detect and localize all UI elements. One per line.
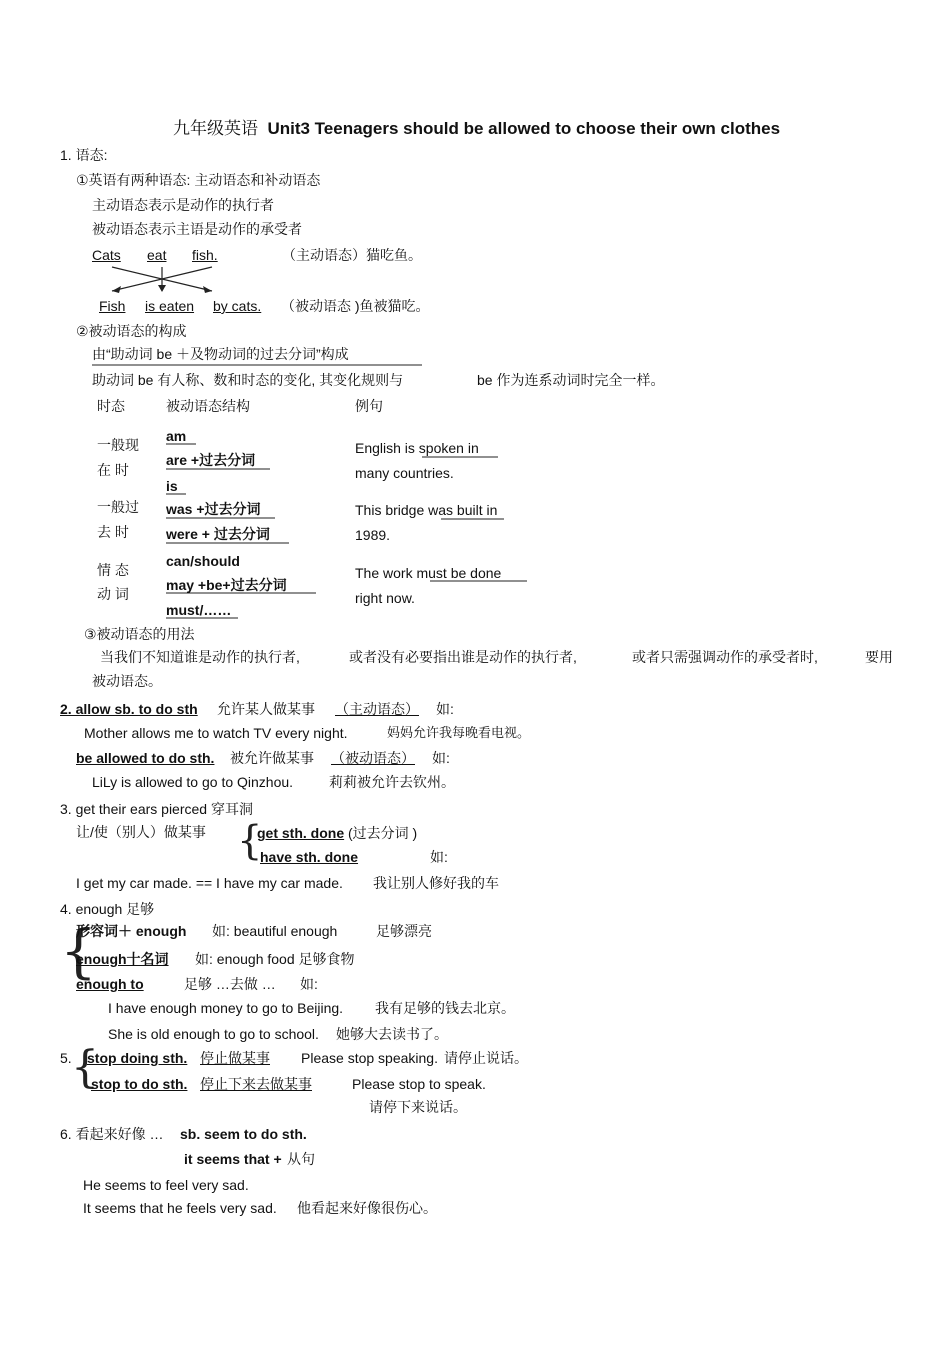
s5-brace: { xyxy=(71,1042,99,1093)
s4-example-1-cn: 我有足够的钱去北京。 xyxy=(375,1000,515,1016)
s6-heading: 6. 看起来好像 … xyxy=(60,1126,164,1142)
s1-p8b: 或者没有必要指出谁是动作的执行者, xyxy=(349,649,577,665)
row1-struct-1: am xyxy=(166,428,187,444)
s3-brace: { xyxy=(237,818,263,864)
s2-allowed-example: LiLy is allowed to go to Qinzhou. xyxy=(92,774,294,790)
s3-option-get: get sth. done xyxy=(257,825,345,841)
s3-example-cn: 我让别人修好我的车 xyxy=(373,875,499,891)
active-note: （主动语态）猫吃鱼。 xyxy=(282,247,422,263)
s3-heading: 3. get their ears pierced 穿耳洞 xyxy=(60,801,253,817)
s4-rule-2: enough十名词 xyxy=(76,951,169,967)
active-word-2: eat xyxy=(147,247,167,263)
s4-example-1: I have enough money to go to Beijing. xyxy=(108,1000,344,1016)
s1-p1: ①英语有两种语态: 主动语态和补动语态 xyxy=(76,172,321,188)
title-en: Unit3 Teenagers should be allowed to choose their own clothes xyxy=(267,119,781,138)
s5-rule-1-cn: 请停止说话。 xyxy=(444,1050,528,1066)
s3-example: I get my car made. == I have my car made. xyxy=(76,875,343,891)
s1-p7: ③被动语态的用法 xyxy=(84,626,195,642)
s4-rule-3-ru: 如: xyxy=(300,976,318,992)
row1-tense-2: 在 时 xyxy=(97,462,129,478)
s3-option-get-note: (过去分词 ) xyxy=(348,825,418,841)
passive-note: （被动语态 )鱼被猫吃。 xyxy=(281,298,430,314)
s6-pattern-1: sb. seem to do sth. xyxy=(180,1126,307,1142)
s1-p6b: be 作为连系动词时完全一样。 xyxy=(477,372,665,388)
s5-rule-1: stop doing sth. xyxy=(87,1050,188,1066)
title-cn: 九年级英语 xyxy=(173,119,258,138)
s3-option-have: have sth. done xyxy=(260,849,359,865)
table-header-tense: 时态 xyxy=(97,398,125,414)
s6-pattern-2-cn: 从句 xyxy=(287,1151,315,1167)
s1-p5: 由“助动词 be ＋及物动词的过去分词”构成 xyxy=(92,346,349,362)
s2-allow-example-cn: 妈妈允许我每晚看电视。 xyxy=(387,725,531,740)
s2-allow-meaning: 允许某人做某事 xyxy=(217,701,315,717)
row3-struct-2: may +be+过去分词 xyxy=(166,577,287,593)
row3-struct-3: must/…… xyxy=(166,602,232,618)
passive-word-1: Fish xyxy=(99,298,126,314)
row3-example-1: The work must be done xyxy=(355,565,502,581)
s2-allowed-ru: 如: xyxy=(432,750,450,766)
row1-tense-1: 一般现 xyxy=(97,437,139,453)
s6-pattern-2: it seems that + xyxy=(184,1151,282,1167)
s5-rule-1-example: Please stop speaking. xyxy=(301,1050,438,1066)
s2-allow-example: Mother allows me to watch TV every night. xyxy=(84,725,348,741)
active-word-1: Cats xyxy=(92,247,121,263)
row1-struct-3: is xyxy=(166,478,178,494)
row2-struct-2: were + 过去分词 xyxy=(166,526,270,542)
s4-rule-3: enough to xyxy=(76,976,144,992)
row2-example-2: 1989. xyxy=(355,527,391,543)
s1-p8c: 或者只需强调动作的承受者时, xyxy=(632,649,818,665)
s5-rule-2-meaning: 停止下来去做某事 xyxy=(200,1076,312,1092)
s6-example-2-cn: 他看起来好像很伤心。 xyxy=(297,1200,437,1216)
row3-struct-1: can/should xyxy=(166,553,240,569)
s5-rule-2-example: Please stop to speak. xyxy=(352,1076,486,1092)
row3-tense-1: 情 态 xyxy=(97,562,129,578)
s4-example-2: She is old enough to go to school. xyxy=(108,1026,319,1042)
row1-struct-2: are +过去分词 xyxy=(166,452,256,468)
s5-number: 5. xyxy=(60,1050,72,1066)
s4-heading: 4. enough 足够 xyxy=(60,901,155,917)
row2-example-1: This bridge was built in xyxy=(355,502,498,518)
s3-ru: 如: xyxy=(430,849,448,865)
s4-rule-1-example: 如: beautiful enough xyxy=(212,923,338,939)
s6-example-2: It seems that he feels very sad. xyxy=(83,1200,277,1216)
passive-word-3: by cats. xyxy=(213,298,262,314)
row2-tense-1: 一般过 xyxy=(97,499,139,515)
s1-p8d: 要用 xyxy=(865,649,893,665)
s5-rule-2-cn: 请停下来说话。 xyxy=(369,1099,467,1115)
s5-rule-2: stop to do sth. xyxy=(91,1076,188,1092)
s4-rule-1: 形容词＋ enough xyxy=(76,923,187,939)
row3-example-2: right now. xyxy=(355,590,415,606)
row2-struct-1: was +过去分词 xyxy=(166,501,261,517)
s2-allowed-voice: （被动语态） xyxy=(331,750,415,766)
s2-allowed-meaning: 被允许做某事 xyxy=(230,750,314,766)
s1-p6a: 助动词 be 有人称、数和时态的变化, 其变化规则与 xyxy=(92,372,404,388)
s4-rule-2-example: 如: enough food 足够食物 xyxy=(195,951,355,967)
active-word-3: fish. xyxy=(192,247,218,263)
s3-label: 让/使（别人）做某事 xyxy=(76,824,206,840)
row2-tense-2: 去 时 xyxy=(97,524,129,540)
s1-p2: 主动语态表示是动作的执行者 xyxy=(92,197,274,213)
s6-example-1: He seems to feel very sad. xyxy=(83,1177,249,1193)
row1-example-1: English is spoken in xyxy=(355,440,479,456)
s4-example-2-cn: 她够大去读书了。 xyxy=(336,1026,448,1042)
s4-brace: { xyxy=(60,917,97,985)
section-1-heading: 1. 语态: xyxy=(60,147,108,163)
s2-allowed-phrase: be allowed to do sth. xyxy=(76,750,215,766)
s1-p8a: 当我们不知道谁是动作的执行者, xyxy=(100,649,300,665)
passive-word-2: is eaten xyxy=(145,298,195,314)
table-header-example: 例句 xyxy=(355,398,383,414)
s2-allow-voice: （主动语态） xyxy=(335,701,419,717)
s1-p3: 被动语态表示主语是动作的承受者 xyxy=(92,221,302,237)
table-header-structure: 被动语态结构 xyxy=(166,398,250,414)
s2-allowed-example-cn: 莉莉被允许去钦州。 xyxy=(329,774,455,790)
s2-allow-ru: 如: xyxy=(436,701,454,717)
s1-p9: 被动语态。 xyxy=(92,673,162,689)
s4-rule-3-meaning: 足够 …去做 … xyxy=(184,976,276,992)
row1-example-2: many countries. xyxy=(355,465,454,481)
s2-allow-phrase: 2. allow sb. to do sth xyxy=(60,701,198,717)
row3-tense-2: 动 词 xyxy=(97,586,129,602)
s5-rule-1-meaning: 停止做某事 xyxy=(200,1050,270,1066)
s4-rule-1-cn: 足够漂亮 xyxy=(376,923,432,939)
s1-p4: ②被动语态的构成 xyxy=(76,323,187,339)
